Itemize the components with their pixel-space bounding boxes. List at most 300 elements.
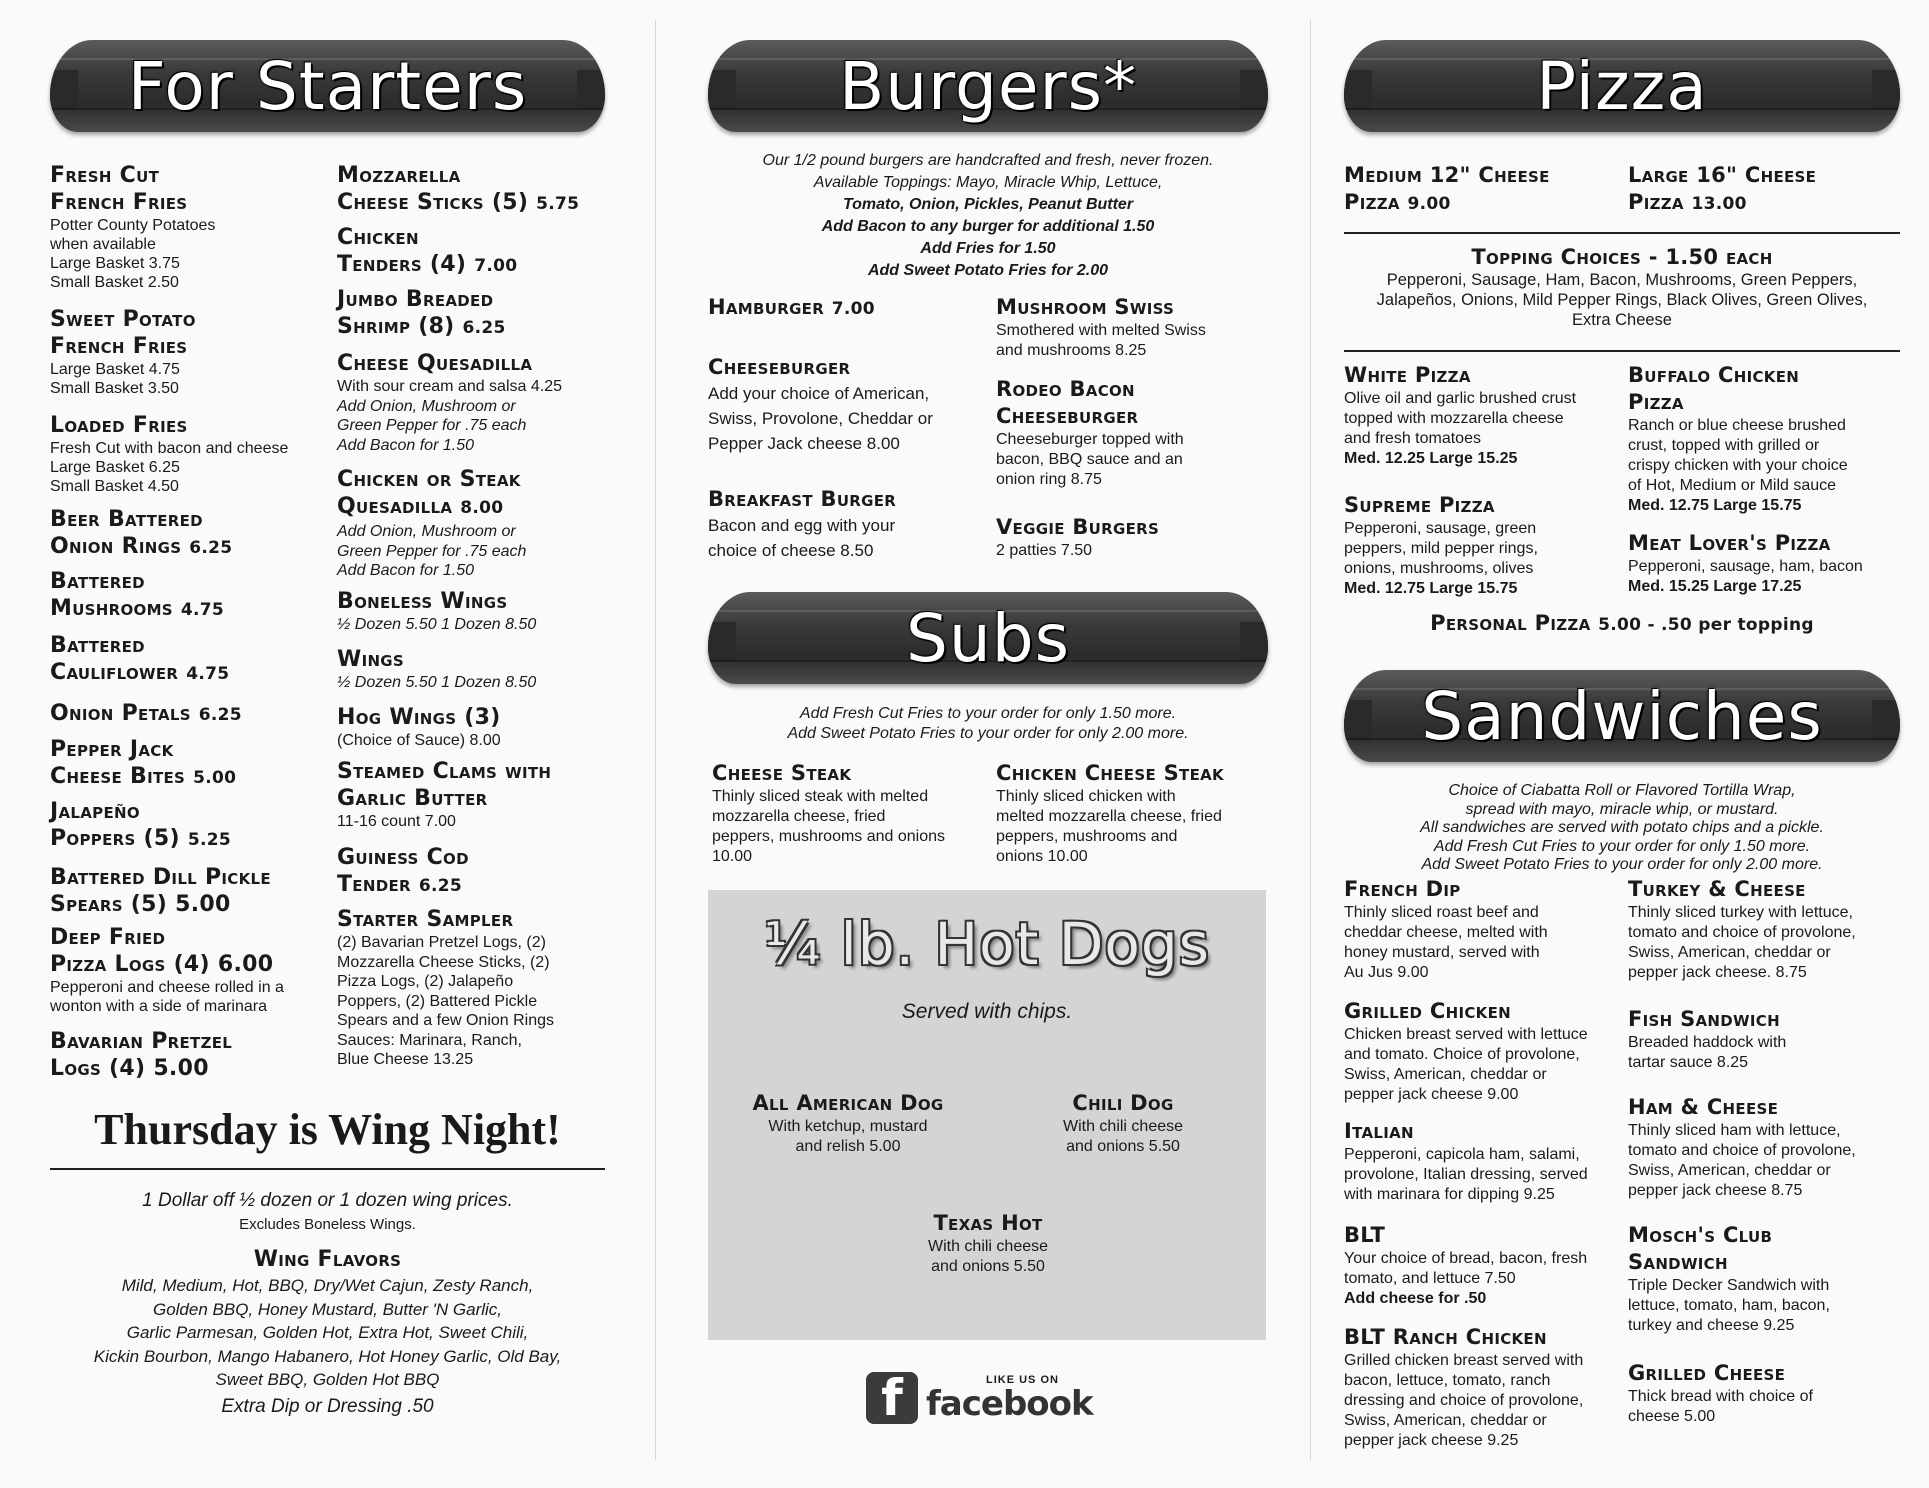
item-desc: turkey and cheese 9.25 [1628,1317,1795,1334]
item-desc: Bacon and egg with your [708,516,896,535]
item-title-text: Supreme Pizza [1344,493,1495,517]
item-desc: tomato and choice of provolone, [1628,1142,1856,1159]
item-title-text: Cheese Steak [712,761,852,785]
item-title [50,306,340,333]
item-title-text: Pizza [1628,390,1684,414]
item-title [337,646,627,673]
item-desc: Chicken breast served with lettuce [1344,1026,1588,1043]
item-price-line: Add cheese for .50 [1344,1290,1487,1307]
item-title-text: Cheese Bites [50,764,186,789]
item-title-text: Steamed Clams with [337,759,552,784]
burgers-banner [708,40,1268,132]
wing-flavors-title: Wing Flavors [253,1247,402,1272]
extra-dip: Extra Dip or Dressing .50 [221,1396,434,1417]
item-desc: With chili cheese [1062,1118,1184,1135]
intro-line: Add Sweet Potato Fries for 2.00 [867,262,1109,279]
item-title-text: Onion Rings [50,534,182,559]
item-title [50,162,340,189]
item-title [50,798,340,825]
subs-intro [708,704,1268,744]
starters-heading: For Starters [127,47,528,125]
item-desc: lettuce, tomato, ham, bacon, [1628,1297,1830,1314]
menu-item [1628,1222,1903,1336]
menu-item [998,1090,1248,1157]
item-desc-italic: Add Onion, Mushroom or [337,523,516,540]
item-desc: onions, mushrooms, olives [1344,560,1534,577]
item-title-text: Logs (4) 5.00 [50,1056,209,1081]
item-title [1344,492,1634,519]
item-desc: with marinara for dipping 9.25 [1344,1186,1555,1203]
item-price: 13.00 [1691,194,1747,214]
item-title [996,294,1271,321]
item-title [1628,1006,1903,1033]
item-desc: tomato, and lettuce 7.50 [1344,1270,1516,1287]
item-desc: 11-16 count 7.00 [337,813,456,830]
personal-pizza-title: Personal Pizza [1430,611,1591,635]
item-desc: dressing and choice of provolone, [1344,1392,1584,1409]
item-desc: peppers, mushrooms and onions [712,828,946,845]
item-title [1628,362,1903,389]
item-title [337,758,627,785]
text-line: Sweet BBQ, Golden Hot BBQ [215,1370,440,1389]
item-desc: and tomato. Choice of provolone, [1344,1046,1580,1063]
item-title-text: Wings [337,647,405,672]
item-desc-italic: Add Bacon for 1.50 [337,436,474,454]
item-desc: Large Basket 4.75 [50,361,180,378]
item-desc: Au Jus 9.00 [1344,964,1429,981]
menu-item [838,1210,1138,1277]
item-title-line2 [337,871,627,900]
item-desc: Ranch or blue cheese brushed [1628,417,1846,434]
text-line: Add Fresh Cut Fries to your order for only 1.50 more. [1433,837,1811,855]
item-title [1628,1222,1903,1249]
item-desc: Thinly sliced chicken with [996,788,1176,805]
menu-item [50,1028,340,1082]
item-desc: tartar sauce 8.25 [1628,1054,1749,1071]
menu-item [50,568,340,624]
item-desc: Pizza Logs, (2) Jalapeño [337,973,514,990]
starters-column [50,0,605,1488]
item-price: 6.25 [418,876,462,896]
item-desc: Swiss, American, cheddar or [1344,1412,1547,1429]
item-title-text: Grilled Chicken [1344,999,1511,1023]
item-price: 5.25 [187,830,231,850]
item-desc: Triple Decker Sandwich with [1628,1277,1830,1294]
item-title-text: Tenders (4) [337,252,467,277]
item-desc: Thinly sliced roast beef and [1344,904,1539,921]
item-title [708,486,988,513]
item-title-line2 [50,595,340,624]
item-desc: (Choice of Sauce) 8.00 [337,732,501,749]
item-title-text: BLT [1344,1223,1386,1247]
item-price: 6.25 [462,318,506,338]
burgers-heading: Burgers* [838,47,1138,125]
item-title-text: Beer Battered [50,507,203,532]
item-title-text: Mosch's Club [1628,1223,1773,1247]
menu-item [337,844,627,900]
item-desc: Pepperoni, sausage, ham, bacon [1628,558,1863,575]
item-title-text: Starter Sampler [337,907,514,932]
subs-banner [708,592,1268,684]
item-desc: of Hot, Medium or Mild sauce [1628,477,1837,494]
item-desc: pepper jack cheese. 8.75 [1628,964,1807,981]
item-desc: 2 patties 7.50 [996,542,1093,559]
pizza-divider [1344,350,1900,352]
item-desc: peppers, mushrooms and [996,828,1178,845]
item-title-text: Italian [1344,1119,1414,1143]
menu-item [996,514,1271,561]
item-title-text: Jumbo Breaded [337,287,494,312]
item-title-text: Onion Petals [50,701,191,726]
wing-exclusion: Excludes Boneless Wings. [239,1216,416,1233]
item-desc: crispy chicken with your choice [1628,457,1848,474]
item-title [708,1090,988,1117]
item-title-text: Spears (5) 5.00 [50,892,231,917]
menu-item [50,306,340,398]
item-desc: honey mustard, served with [1344,944,1540,961]
text-line: Garlic Parmesan, Golden Hot, Extra Hot, Sweet Chili, [126,1323,529,1342]
item-title [337,588,627,615]
item-title [1628,876,1903,903]
item-title-text: Pepper Jack [50,737,174,762]
item-desc: Potter County Potatoes [50,217,216,234]
menu-item [708,486,988,563]
toppings-list [1344,270,1900,330]
menu-item [1344,876,1634,983]
item-title [337,162,627,189]
item-desc: With chili cheese [927,1238,1049,1255]
item-title-text: Cauliflower [50,660,179,685]
item-title [337,844,627,871]
item-title-line2 [50,825,340,854]
item-title-text: French Dip [1344,877,1461,901]
item-desc: Swiss, Provolone, Cheddar or [708,409,933,428]
wing-night-title: Thursday is Wing Night! [94,1105,561,1154]
menu-item [337,906,627,1070]
item-price-line: Med. 12.75 Large 15.75 [1344,580,1518,597]
item-title-text: Jalapeño [50,799,140,824]
menu-item [50,412,340,496]
item-title-text: Mushrooms [50,596,173,621]
item-price: 7.00 [831,299,875,319]
item-title [708,354,988,381]
item-desc: provolone, Italian dressing, served [1344,1166,1588,1183]
item-title-text: Cheese Quesadilla [337,351,533,376]
item-desc: and mushrooms 8.25 [996,342,1147,359]
burgers-column [708,0,1268,1488]
text-line: Add Fresh Cut Fries to your order for only 1.50 more. [799,705,1177,722]
facebook-badge[interactable] [866,1369,1093,1427]
item-desc: pepper jack cheese 8.75 [1628,1182,1803,1199]
item-desc-italic: ½ Dozen 5.50 1 Dozen 8.50 [337,616,537,633]
menu-item [708,354,988,456]
sandwiches-banner [1344,670,1900,762]
wing-flavors-list [40,1274,615,1392]
item-title-text: Cheeseburger [708,355,851,379]
text-line: Pepperoni, Sausage, Ham, Bacon, Mushrooms, Green Peppers, [1386,271,1858,289]
text-line: Add Sweet Potato Fries to your order for only 2.00 more. [787,725,1189,742]
item-title [1344,998,1634,1025]
menu-item [712,760,992,867]
item-desc: mozzarella cheese, fried [712,808,886,825]
item-title-text: Large 16" Cheese [1628,163,1817,187]
item-title [1628,1094,1903,1121]
item-title-text: Fresh Cut [50,163,160,188]
item-title-text: Bavarian Pretzel [50,1029,233,1054]
item-title [50,506,340,533]
item-title [996,514,1271,541]
text-line: Golden BBQ, Honey Mustard, Butter 'N Garlic, [152,1299,503,1319]
facebook-brand: facebook [926,1384,1093,1424]
item-desc: peppers, mild pepper rings, [1344,540,1538,557]
item-desc: Cheeseburger topped with [996,431,1184,448]
item-desc: wonton with a side of marinara [50,998,267,1015]
item-desc: Pepperoni, capicola ham, salami, [1344,1146,1580,1163]
item-desc: With sour cream and salsa 4.25 [337,378,562,395]
item-title-text: Battered Dill Pickle [50,865,271,890]
item-desc: Thick bread with choice of [1628,1388,1813,1405]
text-line: Choice of Ciabatta Roll or Flavored Tortilla Wrap, [1448,782,1796,799]
item-desc: Large Basket 3.75 [50,255,180,272]
item-title [1344,1324,1634,1351]
wing-deal: 1 Dollar off ½ dozen or 1 dozen wing prices. [142,1190,513,1211]
item-desc: Smothered with melted Swiss [996,322,1206,339]
item-desc: Large Basket 6.25 [50,459,180,476]
item-price-line: Med. 12.75 Large 15.75 [1628,497,1802,514]
toppings-title: Topping Choices - 1.50 each [1471,245,1773,269]
menu-item [996,294,1271,361]
item-title-text: Sandwich [1628,1250,1728,1274]
item-title-text: Tender [337,872,411,897]
item-price: 5.00 [193,768,237,788]
item-desc: Mozzarella Cheese Sticks, (2) [337,953,550,971]
menu-item [1628,1360,1903,1427]
menu-item [337,224,627,280]
item-title [337,466,627,493]
item-title-line2 [50,891,340,918]
personal-pizza-price: 5.00 - .50 per topping [1598,615,1814,635]
intro-line: Add Bacon to any burger for additional 1.50 [821,218,1155,235]
item-title-text: Garlic Butter [337,786,488,811]
personal-pizza [1344,610,1900,639]
item-title-text: Chicken or Steak [337,467,521,492]
item-desc: Thinly sliced ham with lettuce, [1628,1122,1841,1139]
item-title-text: Ham & Cheese [1628,1095,1779,1119]
menu-item [50,506,340,562]
item-title-text: Texas Hot [933,1211,1043,1235]
item-desc: and fresh tomatoes [1344,430,1481,447]
item-title [838,1210,1138,1237]
item-price: 7.00 [474,256,518,276]
intro-line: Our 1/2 pound burgers are handcrafted and fresh, never frozen. [762,152,1214,169]
menu-item [50,864,340,918]
item-title-text: Mushroom Swiss [996,295,1175,319]
item-title-line2 [337,493,627,522]
item-title-line2 [50,763,340,792]
item-desc: choice of cheese 8.50 [708,541,874,560]
menu-item [708,294,988,323]
item-desc-italic: Green Pepper for .75 each [337,417,527,434]
text-line: All sandwiches are served with potato chips and a pickle. [1420,819,1824,836]
sandwiches-intro [1344,782,1900,875]
item-desc: Blue Cheese 13.25 [337,1051,474,1068]
item-title [712,760,992,787]
item-title-text: Sweet Potato [50,307,196,332]
menu-item [50,924,340,1016]
burgers-intro [708,150,1268,282]
item-title-line2 [1628,189,1908,218]
item-title [337,906,627,933]
item-desc: Swiss, American, cheddar or [1628,1162,1831,1179]
pizza-divider [1344,232,1900,234]
item-desc: Thinly sliced turkey with lettuce, [1628,904,1853,921]
item-title-text: All American Dog [752,1091,944,1115]
item-desc: pepper jack cheese 9.00 [1344,1086,1519,1103]
item-price: 5.75 [536,194,580,214]
item-desc: Pepperoni and cheese rolled in a [50,979,284,996]
item-desc: Poppers, (2) Battered Pickle [337,992,538,1010]
text-line: Jalapeños, Onions, Mild Pepper Rings, Black Olives, Green Olives, [1376,291,1868,309]
menu-item [337,646,627,693]
text-line: Add Sweet Potato Fries to your order for only 2.00 more. [1421,856,1823,873]
item-desc: Grilled chicken breast served with [1344,1352,1584,1369]
column-divider [1310,20,1311,1460]
menu-item [337,704,627,751]
item-title-text: Pizza [1344,190,1400,214]
item-desc: Swiss, American, cheddar or [1628,944,1831,961]
item-price: 9.00 [1407,194,1451,214]
item-title [50,568,340,595]
item-title-text: Medium 12" Cheese [1344,163,1550,187]
item-desc: With ketchup, mustard [768,1118,928,1135]
item-title-text: Cheese Sticks (5) [337,190,529,215]
item-title-line2 [50,189,340,216]
item-title-text: Breakfast Burger [708,487,897,511]
menu-item [337,758,627,832]
menu-item [1344,1118,1634,1205]
item-title-text: Pizza [1628,190,1684,214]
item-desc: Pepper Jack cheese 8.00 [708,434,900,453]
item-title-line2 [50,951,340,978]
item-desc: 10.00 [712,848,753,865]
facebook-icon: f [866,1372,918,1424]
item-price-line: Med. 12.25 Large 15.25 [1344,450,1518,467]
item-title [1628,530,1903,557]
item-title-line2 [1628,1249,1903,1276]
item-title-line2 [337,251,627,280]
item-desc: Small Basket 3.50 [50,380,179,397]
item-title-line2 [50,1055,340,1082]
item-title-line2 [337,785,627,812]
item-title-line2 [50,659,340,688]
item-title-text: Grilled Cheese [1628,1361,1786,1385]
item-title [337,704,627,731]
item-title [50,736,340,763]
item-desc: Fresh Cut with bacon and cheese [50,440,289,457]
item-title-text: Loaded Fries [50,413,188,438]
item-title [708,294,988,323]
item-title-line2 [1344,189,1624,218]
item-title-line2 [50,533,340,562]
item-title-line2 [337,189,627,218]
item-title-text: Boneless Wings [337,589,508,614]
item-price-line: Med. 15.25 Large 17.25 [1628,578,1802,595]
item-title-text: Battered [50,633,145,658]
menu-item [1344,998,1634,1105]
item-desc: (2) Bavarian Pretzel Logs, (2) [337,934,546,951]
item-desc: Olive oil and garlic brushed crust [1344,390,1577,407]
item-desc: Breaded haddock with [1628,1034,1787,1051]
facebook-like-text: LIKE US ON [986,1374,1059,1386]
item-title-text: Battered [50,569,145,594]
text-line: spread with mayo, miracle whip, or mustard. [1465,800,1779,818]
item-title-text: Chicken [337,225,419,250]
item-title [1344,1222,1634,1249]
item-desc: crust, topped with grilled or [1628,437,1820,454]
hot-dogs-heading: ¼ lb. Hot Dogs [764,910,1210,978]
pizza-banner [1344,40,1900,132]
item-title-text: Poppers (5) [50,826,180,851]
item-desc: Small Basket 4.50 [50,478,179,495]
item-title [996,376,1271,403]
item-desc: pepper jack cheese 9.25 [1344,1432,1519,1449]
item-title [1344,1118,1634,1145]
menu-item [1628,1094,1903,1201]
item-title [337,224,627,251]
item-title-text: Hog Wings (3) [337,705,501,730]
item-title-text: Deep Fried [50,925,166,950]
menu-item [1344,162,1624,218]
menu-item [50,700,340,729]
menu-item [50,798,340,854]
item-desc: Pepperoni, sausage, green [1344,520,1537,537]
item-title-text: Pizza Logs (4) 6.00 [50,952,274,977]
item-desc: Thinly sliced steak with melted [712,788,929,805]
item-title-text: Cheeseburger [996,404,1139,428]
item-title-text: Rodeo Bacon [996,377,1135,401]
sandwiches-heading: Sandwiches [1421,677,1823,755]
item-desc: when available [50,236,156,253]
item-title [50,700,340,729]
menu-item [337,466,627,581]
starters-banner [50,40,605,132]
menu-item [1628,162,1908,218]
item-title-line2 [996,403,1271,430]
item-title [50,1028,340,1055]
item-desc: melted mozzarella cheese, fried [996,808,1222,825]
item-desc: and relish 5.00 [795,1138,901,1155]
item-price: 4.75 [180,600,225,620]
menu-item [50,162,340,292]
item-desc: Sauces: Marinara, Ranch, [337,1031,522,1049]
menu-item [337,162,627,218]
item-title-text: Chicken Cheese Steak [996,761,1224,785]
item-title-text: French Fries [50,190,188,215]
item-desc: and onions 5.50 [1066,1138,1180,1155]
menu-item [1628,1006,1903,1073]
text-line: Mild, Medium, Hot, BBQ, Dry/Wet Cajun, Zesty Ranch, [121,1276,534,1295]
item-title-text: Meat Lover's Pizza [1628,531,1831,555]
item-title-text: Veggie Burgers [996,515,1160,539]
item-desc: bacon, BBQ sauce and an [996,451,1183,468]
item-title [996,760,1276,787]
item-title-line2 [1628,389,1903,416]
item-desc-italic: Add Onion, Mushroom or [337,397,516,415]
menu-item [50,632,340,688]
item-title [1344,362,1634,389]
item-title-text: Fish Sandwich [1628,1007,1780,1031]
hot-dogs-subtitle: Served with chips. [901,1000,1073,1023]
